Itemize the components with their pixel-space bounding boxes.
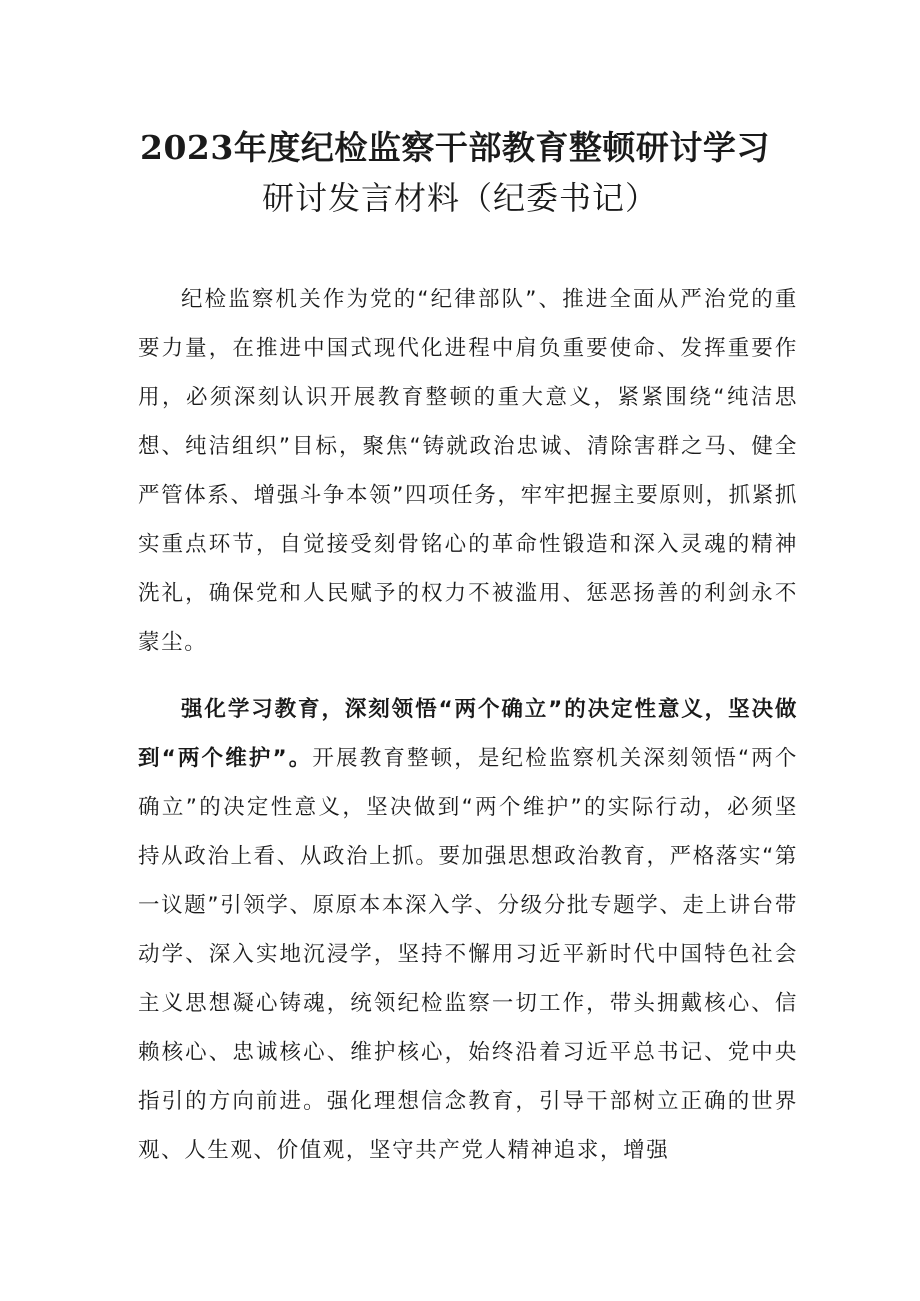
document-subtitle: 研讨发言材料（纪委书记）: [262, 179, 659, 217]
body-paragraph-study: [138, 685, 798, 1175]
section-heading: 强化学习教育，深刻领悟“两个确立”的决定性意义，坚决做到“两个维护”。: [138, 697, 798, 771]
body-paragraph-intro: 纪检监察机关作为党的“纪律部队”、推进全面从严治党的重要力量，在推进中国式现代化进程中肩负重要使命、发挥重要作用，必须深刻认识开展教育整顿的重大意义，紧紧围绕“纯洁思想、纯洁组织”目标，聚焦“铸就政治忠诚、清除害群之马、健全严管体系、增强斗争本领”四项任务，牢牢把握主要原则，抓紧抓实重点环节，自觉接受刻骨铭心的革命性锻造和深入灵魂的精神洗礼，确保党和人民赋予的权力不被滥用、惩恶扬善的利剑永不蒙尘。: [138, 287, 798, 655]
document-title: 2023年度纪检监察干部教育整顿研讨学习: [140, 128, 770, 167]
section-body: 开展教育整顿，是纪检监察机关深刻领悟“两个确立”的决定性意义，坚决做到“两个维护”的实际行动，必须坚持从政治上看、从政治上抓。要加强思想政治教育，严格落实“第一议题”引领学、原原本本深入学、分级分批专题学、走上讲台带动学、深入实地沉浸学，坚持不懈用习近平新时代中国特色社会主义思想凝心铸魂，统领纪检监察一切工作，带头拥戴核心、信赖核心、忠诚核心、维护核心，始终沿着习近平总书记、党中央指引的方向前进。强化理想信念教育，引导干部树立正确的世界观、人生观、价值观，坚守共产党人精神追求，增强: [138, 746, 798, 1163]
